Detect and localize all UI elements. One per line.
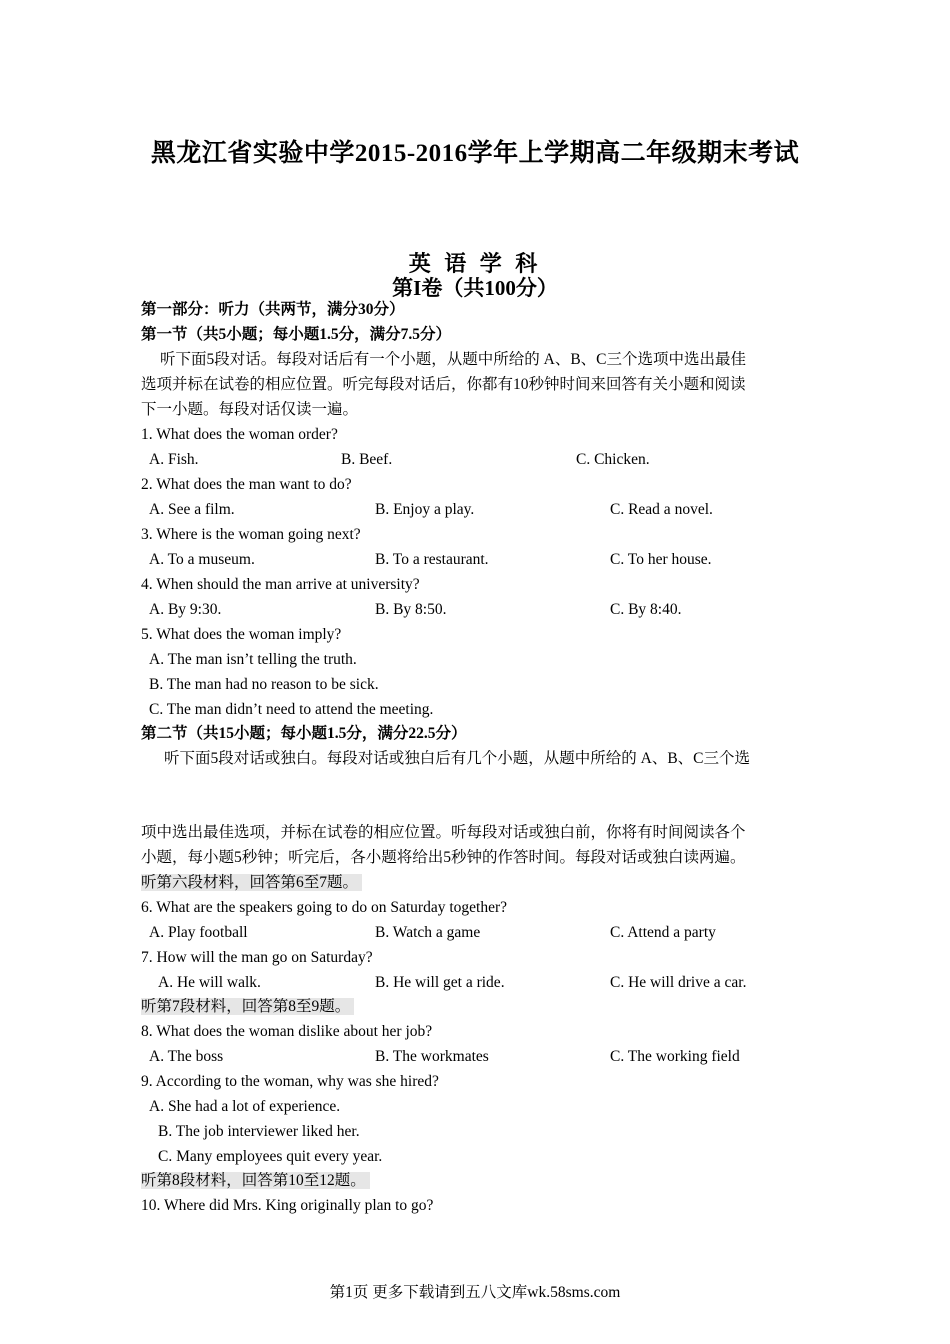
option-a: A. He will walk. (158, 974, 261, 991)
option-c: C. Attend a party (610, 924, 716, 941)
option-b: B. The workmates (375, 1048, 489, 1065)
instruction-line: 项中选出最佳选项，并标在试卷的相应位置。听每段对话或独白前，你将有时间阅读各个 (141, 824, 746, 841)
question-3: 3. Where is the woman going next? (141, 526, 361, 543)
option-a: A. Fish. (149, 451, 199, 468)
option-c: C. He will drive a car. (610, 974, 747, 991)
question-4: 4. When should the man arrive at university? (141, 576, 420, 593)
option-b: B. To a restaurant. (375, 551, 489, 568)
question-1: 1. What does the woman order? (141, 426, 338, 443)
option-a: A. To a museum. (149, 551, 255, 568)
option-b: B. He will get a ride. (375, 974, 505, 991)
option-c: C. By 8:40. (610, 601, 682, 618)
material-label (141, 1171, 370, 1191)
option-a: A. See a film. (149, 501, 235, 518)
material-8-label: 听第8段材料，回答第10至12题。 (141, 1172, 370, 1189)
instruction-line: 听下面5段对话或独白。每段对话或独白后有几个小题，从题中所给的 A、B、C三个选 (164, 750, 750, 767)
option-b: B. Beef. (341, 451, 393, 468)
instruction-line: 下一小题。每段对话仅读一遍。 (141, 401, 359, 418)
material-label (141, 997, 354, 1017)
option-b: B. By 8:50. (375, 601, 447, 618)
option-a: A. By 9:30. (149, 601, 222, 618)
section2-heading: 第二节（共15小题；每小题1.5分，满分22.5分） (141, 725, 467, 742)
volume-heading: 第I卷（共100分） (392, 276, 558, 300)
option-b: B. The job interviewer liked her. (158, 1123, 360, 1140)
option-c: C. The man didn’t need to attend the meeting. (149, 701, 434, 718)
subject-heading: 英 语 学 科 (408, 251, 542, 276)
material-label (141, 873, 362, 893)
instruction-line: 选项并标在试卷的相应位置。听完每段对话后，你都有10秒钟时间来回答有关小题和阅读 (141, 376, 746, 393)
option-c: C. Read a novel. (610, 501, 713, 518)
instruction-line: 小题，每小题5秒钟；听完后，各小题将给出5秒钟的作答时间。每段对话或独白读两遍。 (141, 849, 746, 866)
question-9: 9. According to the woman, why was she hired? (141, 1073, 439, 1090)
question-6: 6. What are the speakers going to do on Saturday together? (141, 899, 508, 916)
option-a: A. The boss (149, 1048, 224, 1065)
part1-heading: 第一部分：听力（共两节，满分30分） (141, 301, 405, 318)
option-c: C. Many employees quit every year. (158, 1148, 383, 1165)
option-c: C. Chicken. (576, 451, 650, 468)
exam-title: 黑龙江省实验中学2015-2016学年上学期高二年级期末考试 (150, 140, 800, 167)
instruction-line: 听下面5段对话。每段对话后有一个小题，从题中所给的 A、B、C三个选项中选出最佳 (160, 351, 746, 368)
option-b: B. Watch a game (375, 924, 481, 941)
option-a: A. She had a lot of experience. (149, 1098, 341, 1115)
question-7: 7. How will the man go on Saturday? (141, 949, 373, 966)
question-2: 2. What does the man want to do? (141, 476, 352, 493)
material-7-label: 听第7段材料，回答第8至9题。 (141, 998, 354, 1015)
section1-heading: 第一节（共5小题；每小题1.5分，满分7.5分） (141, 326, 452, 343)
option-c: C. The working field (610, 1048, 740, 1065)
option-c: C. To her house. (610, 551, 712, 568)
question-10: 10. Where did Mrs. King originally plan to go? (141, 1197, 434, 1214)
option-a: A. The man isn’t telling the truth. (149, 651, 357, 668)
material-6-label: 听第六段材料，回答第6至7题。 (141, 874, 362, 891)
option-a: A. Play football (149, 924, 248, 941)
option-b: B. The man had no reason to be sick. (149, 676, 379, 693)
option-b: B. Enjoy a play. (375, 501, 475, 518)
question-8: 8. What does the woman dislike about her job? (141, 1023, 433, 1040)
page-footer: 第1页 更多下载请到五八文库wk.58sms.com (329, 1284, 621, 1301)
question-5: 5. What does the woman imply? (141, 626, 342, 643)
